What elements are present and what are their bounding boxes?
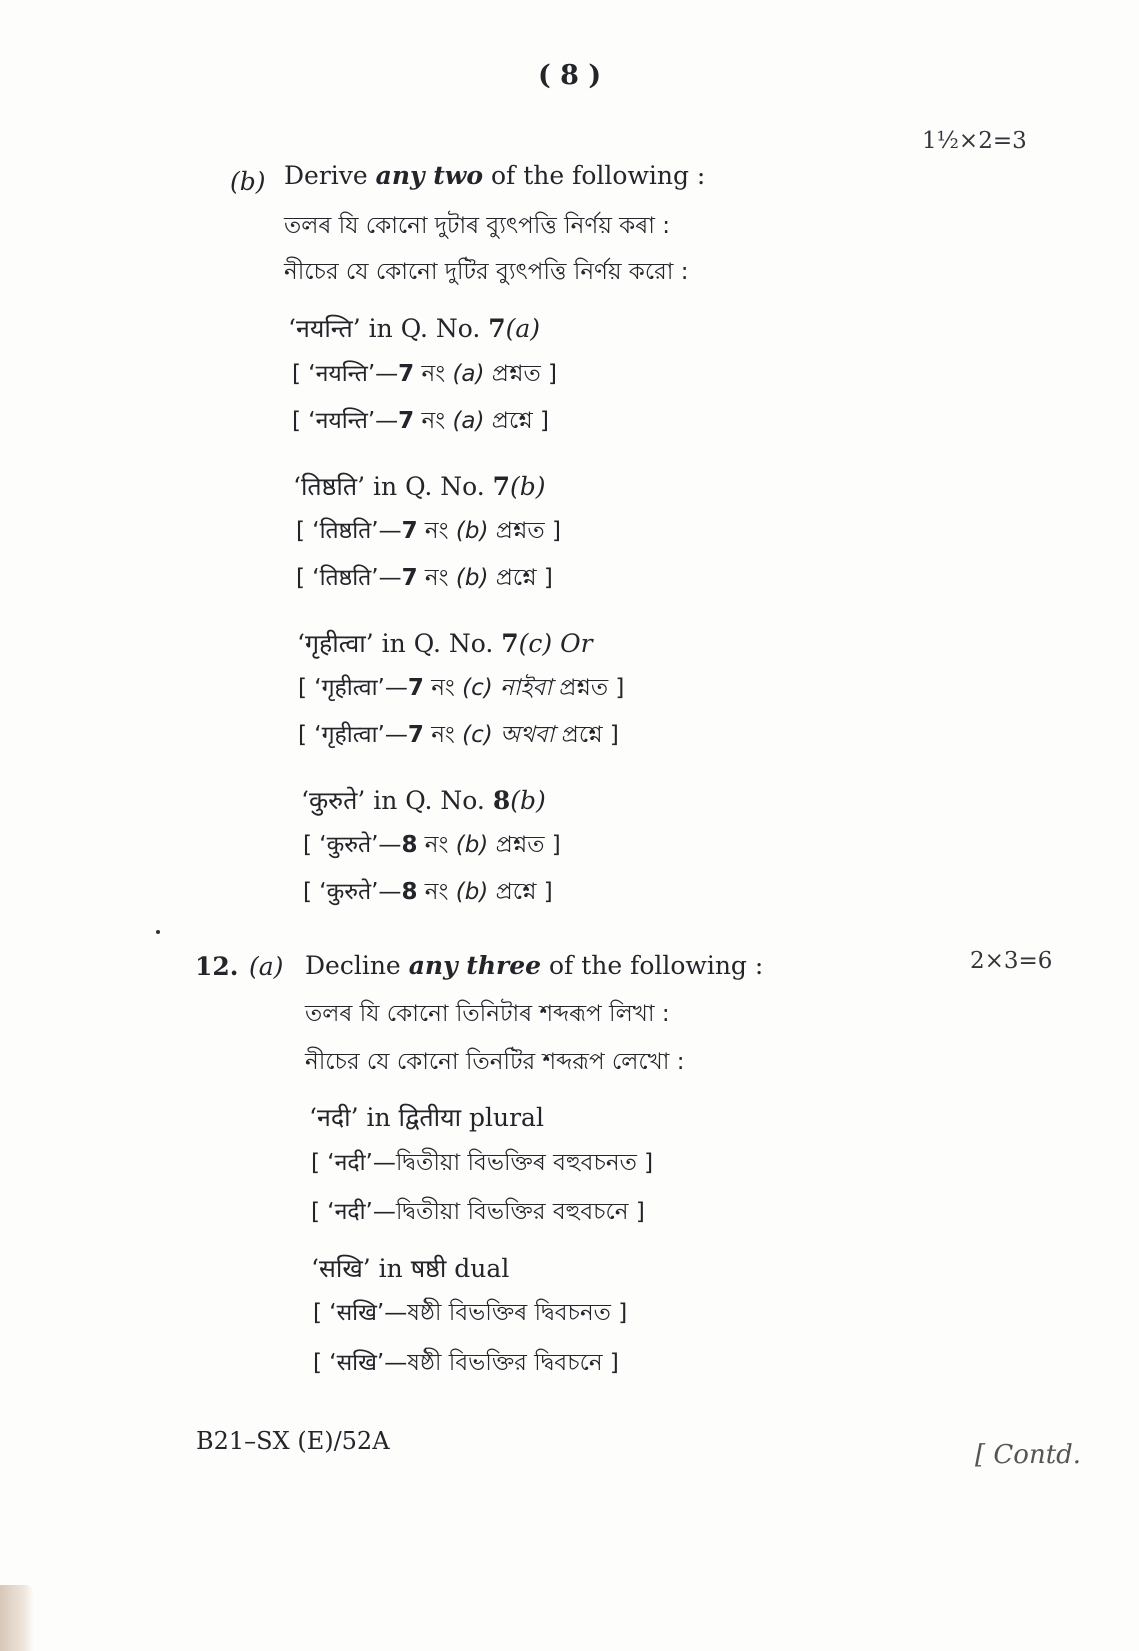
q12a-assamese-instruction: তলৰ যি কোনো তিনিটাৰ শব্দৰূপ লিখা : — [305, 1001, 670, 1027]
q12a-item-1-bengali: [ ‘नदी’—দ্বিতীয়া বিভক্তির বহুবচনে ] — [311, 1199, 645, 1225]
q11b-bengali-instruction: নীচের যে কোনো দুটির ব্যুৎপত্তি নির্ণয় করো : — [284, 259, 689, 285]
q11b-label: (b) — [230, 167, 266, 196]
page-edge-shadow — [0, 1585, 34, 1651]
continued-mark: [ Contd. — [975, 1440, 1082, 1470]
q12-number: 12. — [195, 952, 239, 981]
q11b-item-4: ‘कुरुते’ in Q. No. 8(b) — [301, 786, 546, 815]
q11b-marks: 1½×2=3 — [922, 128, 1027, 154]
q11b-item-4-assamese: [ ‘कुरुते’—8 নং (b) প্ৰশ্নত ] — [303, 832, 561, 858]
q12a-label: (a) — [249, 952, 284, 981]
q11b-item-3-bengali: [ ‘गृहीत्वा’—7 নং (c) অথবা প্রশ্নে ] — [298, 722, 619, 748]
q11b-item-4-bengali: [ ‘कुरुते’—8 নং (b) প্রশ্নে ] — [303, 879, 553, 905]
q12a-marks: 2×3=6 — [970, 948, 1053, 974]
q12a-item-2: ‘सखि’ in षष्ठी dual — [311, 1254, 510, 1283]
q12a-item-1-assamese: [ ‘नदी’—দ্বিতীয়া বিভক্তিৰ বহুবচনত ] — [311, 1150, 654, 1176]
q11b-item-3: ‘गृहीत्वा’ in Q. No. 7(c) Or — [297, 629, 593, 658]
q11b-item-1-assamese: [ ‘नयन्ति’—7 নং (a) প্ৰশ্নত ] — [292, 361, 557, 387]
page-number: ( 8 ) — [538, 60, 602, 91]
q11b-assamese-instruction: তলৰ যি কোনো দুটাৰ ব্যুৎপত্তি নিৰ্ণয় কৰা : — [284, 213, 670, 239]
q11b-instruction: Derive any two of the following : — [284, 161, 706, 190]
q12a-instruction: Decline any three of the following : — [305, 951, 764, 980]
q12a-item-1: ‘नदी’ in द्वितीया plural — [309, 1103, 544, 1132]
q11b-item-1: ‘नयन्ति’ in Q. No. 7(a) — [288, 314, 541, 343]
q11b-item-3-assamese: [ ‘गृहीत्वा’—7 নং (c) নাইবা প্ৰশ্নত ] — [298, 675, 625, 701]
q12a-bengali-instruction: নীচের যে কোনো তিনটির শব্দরূপ লেখো : — [305, 1049, 685, 1075]
q12a-item-2-assamese: [ ‘सखि’—ষষ্ঠী বিভক্তিৰ দ্বিবচনত ] — [313, 1300, 628, 1326]
paper-code: B21–SX (E)/52A — [196, 1427, 390, 1455]
stray-dot — [156, 930, 160, 934]
q12a-item-2-bengali: [ ‘सखि’—ষষ্ঠী বিভক্তির দ্বিবচনে ] — [313, 1350, 619, 1376]
q11b-item-1-bengali: [ ‘नयन्ति’—7 নং (a) প্রশ্নে ] — [292, 408, 549, 434]
q11b-item-2-bengali: [ ‘तिष्ठति’—7 নং (b) প্রশ্নে ] — [296, 565, 553, 591]
q11b-item-2-assamese: [ ‘तिष्ठति’—7 নং (b) প্ৰশ্নত ] — [296, 518, 561, 544]
q11b-item-2: ‘तिष्ठति’ in Q. No. 7(b) — [293, 472, 546, 501]
